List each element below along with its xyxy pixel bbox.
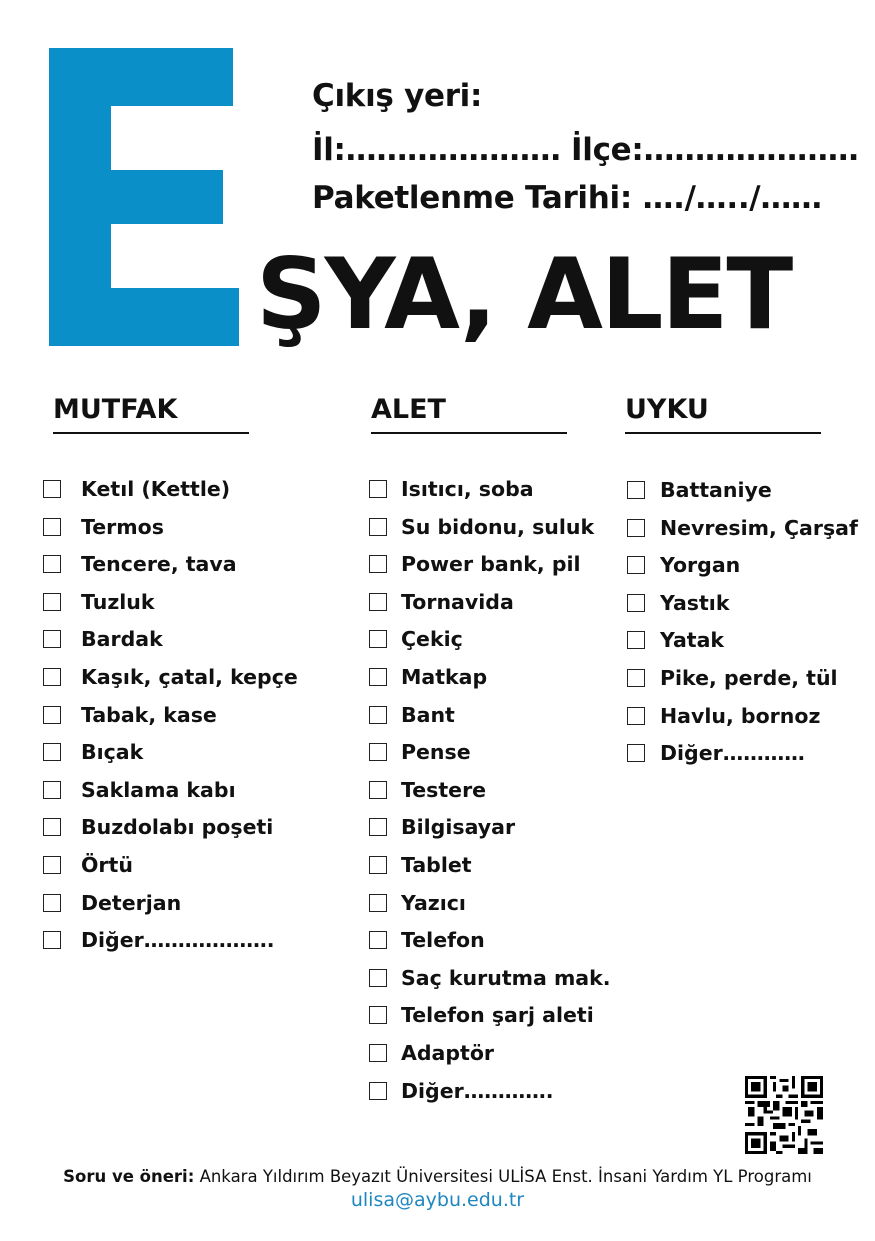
checkbox[interactable]	[369, 931, 387, 949]
checklist-item-label: Bıçak	[81, 740, 144, 765]
checkbox[interactable]	[627, 744, 645, 762]
checklist-item-label: Yastık	[660, 590, 730, 615]
page-title: ŞYA, ALET	[256, 238, 792, 352]
checkbox[interactable]	[627, 519, 645, 537]
checklist-item-label: Diğer………….	[401, 1078, 554, 1103]
packaging-date-line: Paketlenme Tarihi: …./…../……	[312, 180, 822, 216]
checklist-item-label: Tablet	[401, 852, 472, 877]
checkbox[interactable]	[627, 594, 645, 612]
column-title-alet: ALET	[371, 392, 567, 434]
checklist-item-label: Yatak	[660, 628, 725, 653]
checkbox[interactable]	[369, 593, 387, 611]
checklist-item-label: Bardak	[81, 627, 163, 652]
checklist-item-label: Bant	[401, 702, 455, 727]
checklist-item-label: Tabak, kase	[81, 702, 217, 727]
checklist-item-label: Tornavida	[401, 589, 514, 614]
checkbox[interactable]	[369, 1044, 387, 1062]
checklist-item-label: Diğer……………….	[81, 928, 275, 953]
checklist-item-label: Isıtıcı, soba	[401, 477, 534, 501]
checklist-item-label: Adaptör	[401, 1040, 495, 1065]
checklist-item-label: Diğer…………	[660, 741, 805, 766]
checklist-item-label: Su bidonu, suluk	[401, 514, 595, 539]
checklist-item-label: Buzdolabı poşeti	[81, 815, 274, 840]
checkbox[interactable]	[627, 631, 645, 649]
checkbox[interactable]	[43, 818, 61, 836]
qr-code-icon	[745, 1076, 823, 1154]
checklist-item-label: Çekiç	[401, 627, 463, 652]
checkbox[interactable]	[43, 518, 61, 536]
checklist-item-label: Pense	[401, 740, 471, 765]
footer-email-link[interactable]: ulisa@aybu.edu.tr	[350, 1189, 525, 1211]
checklist-item-label: Örtü	[81, 852, 133, 877]
checklist-item-label: Yorgan	[660, 553, 741, 578]
checkbox[interactable]	[369, 668, 387, 686]
checklist-item-label: Kaşık, çatal, kepçe	[81, 664, 298, 689]
footer-label: Soru ve öneri:	[63, 1167, 195, 1186]
checkbox[interactable]	[369, 743, 387, 761]
checkbox[interactable]	[43, 480, 61, 498]
checkbox[interactable]	[369, 969, 387, 987]
checkbox[interactable]	[627, 481, 645, 499]
checklist-item-label: Telefon şarj aleti	[401, 1003, 594, 1028]
checkbox[interactable]	[43, 894, 61, 912]
checkbox[interactable]	[369, 781, 387, 799]
checklist-item-label: Saklama kabı	[81, 777, 236, 802]
checklist-item-label: Termos	[81, 514, 164, 539]
checklist-item-label: Testere	[401, 777, 487, 802]
checkbox[interactable]	[43, 781, 61, 799]
checkbox[interactable]	[369, 555, 387, 573]
column-title-mutfak: MUTFAK	[53, 392, 249, 434]
checklist-item-label: Power bank, pil	[401, 552, 581, 577]
checklist-item-label: Tencere, tava	[81, 552, 237, 577]
checklist-item-label: Tuzluk	[81, 589, 155, 614]
checkbox[interactable]	[43, 555, 61, 573]
checkbox[interactable]	[369, 894, 387, 912]
checkbox[interactable]	[627, 707, 645, 725]
checklist-item-label: Havlu, bornoz	[660, 703, 821, 728]
checklist-item-label: Matkap	[401, 664, 488, 689]
checklist-item-label: Ketıl (Kettle)	[81, 477, 231, 501]
footer-text: Ankara Yıldırım Beyazıt Üniversitesi ULİSA Enst. İnsani Yardım YL Programı	[199, 1167, 812, 1186]
checklist-item-label: Bilgisayar	[401, 815, 516, 840]
checkbox[interactable]	[369, 706, 387, 724]
checkbox[interactable]	[43, 593, 61, 611]
province-district-line: İl:………………… İlçe:…………………	[312, 132, 859, 168]
checkbox[interactable]	[43, 630, 61, 648]
checkbox[interactable]	[43, 743, 61, 761]
checkbox[interactable]	[43, 931, 61, 949]
column-title-uyku: UYKU	[625, 392, 821, 434]
big-letter-e	[49, 48, 239, 346]
checklist-item-label: Pike, perde, tül	[660, 665, 838, 690]
checkbox[interactable]	[369, 856, 387, 874]
checklist-item-label: Nevresim, Çarşaf	[660, 515, 858, 540]
checkbox[interactable]	[369, 1082, 387, 1100]
checkbox[interactable]	[43, 706, 61, 724]
checkbox[interactable]	[43, 668, 61, 686]
checklist-item-label: Yazıcı	[401, 890, 466, 915]
checkbox[interactable]	[369, 518, 387, 536]
checklist-item-label: Saç kurutma mak.	[401, 965, 611, 990]
checklist-item-label: Battaniye	[660, 478, 772, 502]
checkbox[interactable]	[369, 818, 387, 836]
checklist-item-label: Deterjan	[81, 890, 182, 915]
checkbox[interactable]	[369, 480, 387, 498]
exit-place-label: Çıkış yeri:	[312, 78, 483, 114]
checkbox[interactable]	[627, 556, 645, 574]
checkbox[interactable]	[369, 630, 387, 648]
checklist-item-label: Telefon	[401, 928, 485, 953]
footer-contact	[0, 1167, 875, 1186]
checkbox[interactable]	[43, 856, 61, 874]
checkbox[interactable]	[369, 1006, 387, 1024]
checkbox[interactable]	[627, 669, 645, 687]
